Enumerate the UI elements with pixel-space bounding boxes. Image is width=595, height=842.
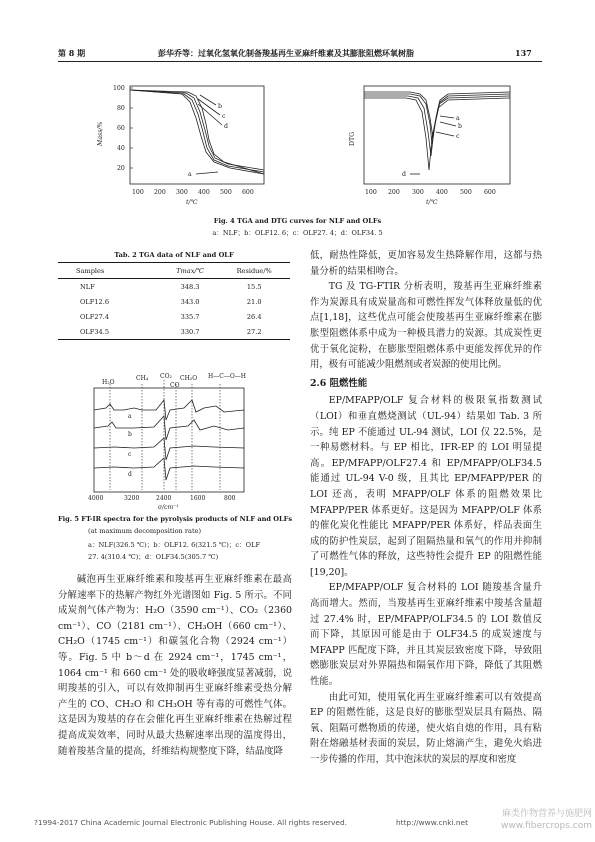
tga-ytick-4: 20 (117, 165, 125, 172)
tga-ytick-0: 100 (113, 85, 125, 92)
issue-label: 第 8 期 (58, 48, 86, 58)
tga-curve-a (130, 90, 264, 174)
ftir-xtick-2: 2400 (156, 495, 172, 502)
tga-ytick-3: 40 (117, 145, 125, 152)
ftir-curve-d (94, 458, 244, 480)
ftir-xtick-1: 3200 (124, 495, 140, 502)
table2-cell: 335.7 (180, 312, 200, 321)
table2-cell: 27.2 (246, 327, 262, 336)
right-body (310, 248, 542, 810)
ftir-xtick-3: 1600 (190, 495, 206, 502)
tga-curve-b (130, 90, 264, 170)
left-body (58, 572, 292, 808)
tga-label-c: c (222, 113, 226, 120)
ftir-label-a: a (128, 413, 132, 420)
ftir-chart (84, 370, 254, 510)
table2-header-residue: Residue/% (236, 266, 272, 275)
table-row (58, 279, 290, 295)
tga-label-d: d (224, 123, 228, 130)
dtg-xtick-1: 200 (388, 189, 400, 196)
copyright-notice: ?1994-2017 China Academic Journal Electronic Publishing House. All rights reserved. (34, 818, 348, 827)
ftir-label-c: c (128, 451, 132, 458)
dtg-xtick-2: 300 (412, 189, 424, 196)
ftir-xtick-0: 4000 (88, 495, 104, 502)
tga-xlabel: t/℃ (186, 199, 198, 206)
ftir-xlabel: σ/cm⁻¹ (158, 504, 179, 510)
dtg-xtick-3: 400 (436, 189, 448, 196)
tga-label-b: b (218, 103, 222, 110)
tga-curve-c (130, 90, 264, 172)
ftir-label-d: d (128, 471, 132, 478)
ftir-peak-ch2o: CH₂O (180, 375, 198, 382)
footer-site: http://www.cnki.net (396, 818, 469, 827)
dtg-label-c: c (456, 133, 460, 140)
table2-title: Tab. 2 TGA data of NLF and OLF (114, 251, 234, 259)
dtg-curve-b (364, 94, 510, 144)
dtg-xtick-4: 500 (460, 189, 472, 196)
fig5-caption-sub: (at maximum decomposition rate) (88, 527, 202, 535)
tga-ylabel: Mass/% (97, 121, 104, 146)
right-paragraph-2: TG 及 TG-FTIR 分析表明，羧基再生亚麻纤维素作为炭源具有成炭量高和可燃性挥发气体释放量低的优点[1,18]，这些优点可能会使羧基再生亚麻纤维素在膨胀型阻燃体系中成为一种极具潜力的炭源。其成炭性更优于氧化淀粉，在膨胀型阻燃体系中更能发挥优异的作用，极有可能减少阻燃剂或者炭源的使用比例。 (310, 281, 542, 371)
fig5-caption: Fig. 5 FT-IR spectra for the pyrolysis products of NLF and OLFs (58, 515, 293, 523)
dtg-ylabel: DTG (349, 131, 356, 146)
right-paragraph-4: EP/MFAPP/OLF 复合材料的 LOI 随羧基含量升高而增大。然而，当羧基再生亚麻纤维素中羧基含量超过 27.4% 时，EP/MFAPP/OLF34.5 的 LOI 数值反而下降，其原因可能是由于 OLF34.5 的成炭速度与 MFAPP 匹配度下降，并且其炭层致密度下降，导致阻燃膨胀炭层对外界隔热和隔氧作用下降，降低了其阻燃性能。 (310, 582, 542, 688)
ftir-curve-a (94, 400, 244, 420)
table2-cell: 330.7 (180, 327, 200, 336)
tga-chart (88, 78, 278, 210)
right-paragraph-5: 由此可知，使用氧化再生亚麻纤维素可以有效提高 EP 的阻燃性能，这是良好的膨胀型炭层具有隔热、隔氧、阻隔可燃物质的传递，使火焰自熄的作用，具有粘附在熔融基材表面的炭层，防止熔滴产生，避免火焰进一步传播的作用，其中泡沫状的炭层的厚度和密度 (310, 691, 542, 765)
tga-xtick-4: 500 (220, 189, 232, 196)
tga-xtick-2: 300 (176, 189, 188, 196)
table2-cell: 21.0 (246, 297, 262, 306)
table2-header-samples: Samples (76, 266, 105, 275)
fig4-caption: Fig. 4 TGA and DTG curves for NLF and OLFs (213, 217, 382, 225)
watermark: 麻类作物营养与施肥网 www.fibercrops.com (501, 809, 592, 831)
table2 (58, 262, 290, 340)
page-number: 137 (515, 48, 532, 58)
ftir-peak-co: CO (170, 382, 180, 389)
fig5-legend-1: a：NLF(326.5 ℃)；b：OLF12. 6(321.5 ℃)；c：OLF (88, 541, 261, 549)
section-heading: 2.6 阻燃性能 (310, 377, 368, 389)
ftir-label-b: b (128, 431, 132, 438)
dtg-curve-d (364, 98, 510, 170)
right-paragraph-1: 低，耐热性降低，更加容易发生热降解作用，这都与热量分析的结果相吻合。 (310, 250, 542, 277)
tga-ytick-2: 60 (117, 125, 125, 132)
dtg-plot-frame (364, 86, 510, 184)
tga-curve-d (130, 90, 264, 174)
ftir-peak-ch4: CH₄ (136, 375, 149, 382)
fig4-legend: a：NLF；b：OLF12. 6；c：OLF27. 4；d：OLF34. 5 (212, 229, 383, 237)
table-row (58, 309, 290, 324)
running-title: 彭华乔等：过氧化氢氧化制备羧基再生亚麻纤维素及其膨胀阻燃环氧树脂 (158, 48, 414, 58)
table2-header-tmax: Tmax/℃ (176, 266, 205, 275)
table-row (58, 324, 290, 340)
table2-cell: 15.5 (246, 282, 262, 291)
ftir-xtick-4: 800 (224, 495, 236, 502)
header-rule (58, 61, 542, 62)
dtg-curve-c (364, 96, 510, 156)
ftir-plot-frame (94, 388, 244, 492)
table2-cell: OLF34.5 (80, 327, 110, 336)
dtg-xtick-5: 600 (484, 189, 496, 196)
tga-xtick-0: 100 (132, 189, 144, 196)
table2-cell: 343.0 (180, 297, 200, 306)
tga-plot-frame (130, 86, 264, 184)
table2-cell: NLF (80, 282, 95, 291)
dtg-xtick-0: 100 (365, 189, 377, 196)
ftir-curve-b (94, 416, 244, 440)
dtg-xlabel: t/℃ (426, 199, 438, 206)
tga-label-a: a (188, 171, 192, 178)
ftir-peak-hcoh: H—C—O—H (208, 373, 246, 380)
left-paragraph-1: 碱泡再生亚麻纤维素和羧基再生亚麻纤维素在最高分解速率下的热解产物红外光谱图如 Fig. 5 所示。不同成炭剂气体产物为：H₂O（3590 cm⁻¹）、CO₂（2360 cm⁻¹）、CO（2181 cm⁻¹）、CH₃OH（660 cm⁻¹）、CH₂O（1745 cm⁻¹）和碳氢化合物（2924 cm⁻¹）等。Fig. 5 中 b～d 在 2924 cm⁻¹，1745 cm⁻¹，1064 cm⁻¹ 和 660 cm⁻¹ 处的吸收峰强度显著减弱，说明羧基的引入，可以有效抑制再生亚麻纤维素受热分解产生的 CO、CH₂O 和 CH₃OH 等有毒的可燃性气体。这是因为羧基的存在会催化再生亚麻纤维素在热解过程提高成炭效率，同时从最大热解速率出现的温度得出，随着羧基含量的提高，纤维结构规整度下降，结晶度降 (58, 574, 292, 757)
ftir-peak-h2o: H₂O (102, 379, 115, 386)
tga-ytick-1: 80 (117, 105, 125, 112)
ftir-peak-co2: CO₂ (160, 373, 172, 380)
tga-xtick-3: 400 (198, 189, 210, 196)
dtg-chart (340, 78, 530, 210)
fig5-legend-2: 27. 4(310.4 ℃)；d：OLF34.5(305.7 ℃) (88, 553, 219, 561)
dtg-label-d: d (402, 171, 406, 178)
ftir-curve-c (94, 438, 244, 460)
tga-xtick-5: 600 (242, 189, 254, 196)
table2-cell: OLF12.6 (80, 297, 110, 306)
tga-xtick-1: 200 (154, 189, 166, 196)
right-paragraph-3: EP/MFAPP/OLF 复合材料的极限氧指数测试（LOI）和垂直燃烧测试（UL-94）结果如 Tab. 3 所示。纯 EP 不能通过 UL-94 测试，LOI 仅 22.5%，是一种易燃材料。与 EP 相比，IFR-EP 的 LOI 明显提高。EP/MFAPP/OLF27.4 和 EP/MFAPP/OLF34.5 能通过 UL-94 V-0 级，且其比 EP/MFAPP/PER 的 LOI 还高，表明 MFAPP/OLF 体系的阻燃效果比 MFAPP/PER 体系更好。这是因为 MFAPP/OLF 体系的催化炭化性能比 MFAPP/PER 体系好，样品表面生成的防护性炭层，起到了阻隔热量和氧气的作用并抑制了可燃性气体的释放，这些特性会提升 EP 的阻燃性能[19,20]。 (310, 395, 542, 578)
dtg-label-a: a (456, 115, 460, 122)
table2-cell: 348.3 (180, 282, 200, 291)
table2-cell: OLF27.4 (80, 312, 110, 321)
table-row (58, 294, 290, 309)
table2-cell: 26.4 (246, 312, 262, 321)
dtg-label-b: b (458, 123, 462, 130)
